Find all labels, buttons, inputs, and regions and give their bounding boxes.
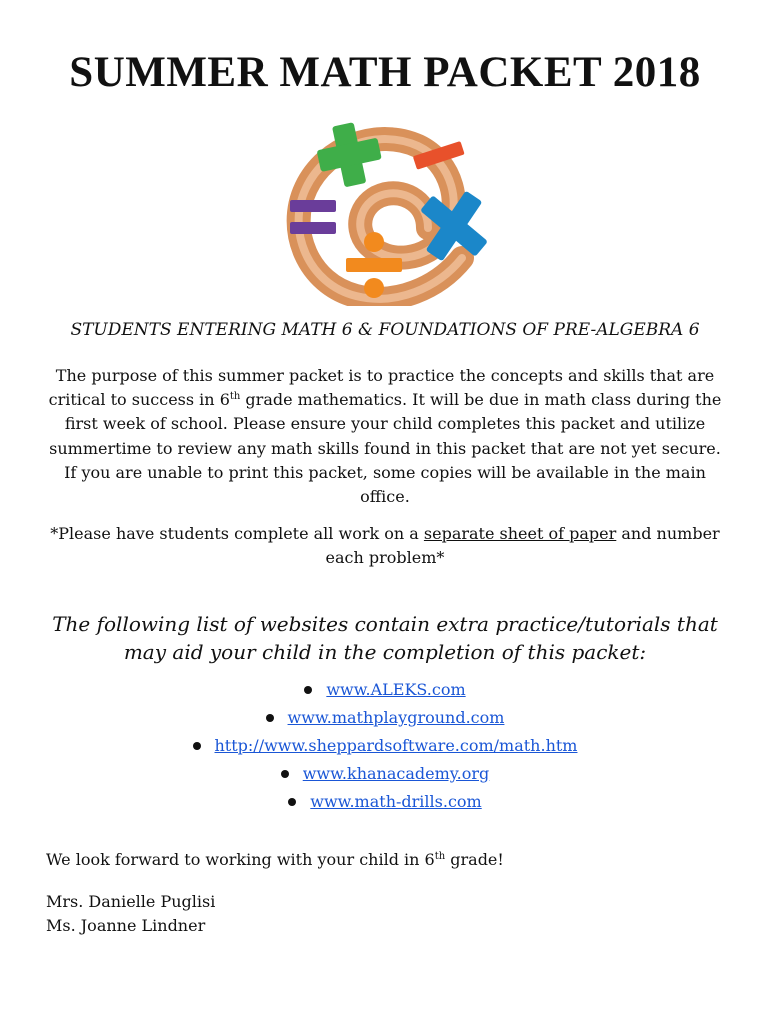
list-item [0, 734, 770, 762]
intro-text-part1: The purpose of this summer packet is to practice the concepts and skills that are critical to success in 6 [48, 366, 715, 410]
website-link-sheppardsoftware[interactable]: http://www.sheppardsoftware.com/math.htm [214, 736, 578, 755]
website-link-khanacademy[interactable]: www.khanacademy.org [302, 764, 490, 783]
bullet-icon [266, 714, 274, 722]
website-link-mathplayground[interactable]: www.mathplayground.com [287, 708, 505, 727]
instruction-text-after: and number each problem* [325, 524, 720, 567]
intro-paragraph [44, 364, 726, 509]
closing-line [46, 848, 504, 872]
list-item [0, 706, 770, 734]
signature-name: Mrs. Danielle Puglisi [46, 892, 216, 911]
signatures [46, 890, 215, 938]
bullet-icon [304, 686, 312, 694]
closing-ordinal-suffix: th [434, 851, 446, 862]
website-link-aleks[interactable]: www.ALEKS.com [326, 680, 466, 699]
page-title: SUMMER MATH PACKET 2018 [69, 49, 701, 96]
intro-text-part2: grade mathematics. It will be due in math class during the first week of school. Please ensure your child completes this packet and utilize summertime to review any math skills found in this packet that are not yet secure. If you are unable to print this packet, some copies will be available in the main office. [49, 390, 722, 507]
bullet-icon [281, 770, 289, 778]
math-symbols-swirl-logo [278, 118, 494, 306]
list-item [0, 678, 770, 706]
instruction-paragraph [44, 522, 726, 570]
bullet-icon [288, 798, 296, 806]
list-item [0, 762, 770, 790]
intro-ordinal-suffix: th [229, 391, 241, 403]
closing-text-before: We look forward to working with your child in 6 [46, 850, 435, 869]
website-list [0, 678, 770, 818]
instruction-underlined-text: separate sheet of paper [423, 524, 617, 543]
instruction-text-before: *Please have students complete all work on a [50, 524, 424, 543]
bullet-icon [193, 742, 201, 750]
signature-name: Ms. Joanne Lindner [46, 916, 206, 935]
list-item [0, 790, 770, 818]
website-link-mathdrills[interactable]: www.math-drills.com [310, 792, 482, 811]
closing-text-after: grade! [445, 850, 504, 869]
subtitle: STUDENTS ENTERING MATH 6 & FOUNDATIONS OF PRE-ALGEBRA 6 [70, 320, 700, 340]
websites-heading: The following list of websites contain extra practice/tutorials that may aid your child in the completion of this packet: [52, 612, 718, 664]
